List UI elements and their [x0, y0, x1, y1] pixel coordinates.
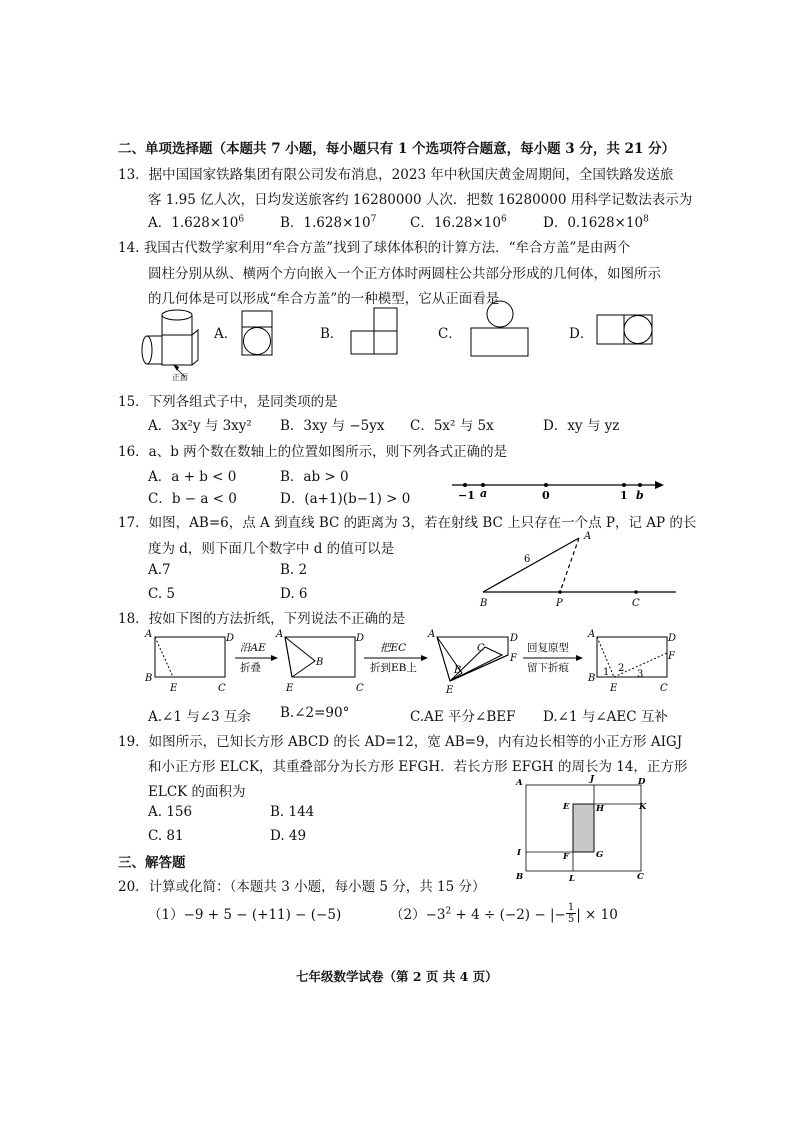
svg-text:A: A: [145, 629, 153, 640]
q15-option-c: C．5x² 与 5x: [410, 418, 494, 434]
svg-text:G: G: [596, 850, 604, 860]
section-title: 二、单项选择题（本题共 7 小题，每小题只有 1 个选项符合题意，每小题 3 分，共 21 分）: [118, 141, 676, 157]
q14-option-a-figure: [241, 310, 273, 356]
svg-text:D: D: [668, 633, 677, 644]
point-B: B: [480, 598, 488, 609]
q14-label-d: D．: [569, 326, 594, 342]
question-14-line1: 14. 我国古代数学家利用“牟合方盖”找到了球体体积的计算方法．“牟合方盖”是由两个: [118, 240, 631, 256]
q15-option-b: B．3xy 与 −5yx: [280, 418, 385, 434]
question-13-line2: 客 1.95 亿人次，日均发送旅客约 16280000 人次．把数 16280000 用科学记数法表示为: [148, 192, 693, 208]
step3-top: 回复原型: [527, 642, 569, 654]
question-14-line2: 圆柱分别从纵、横两个方向嵌入一个正方体时两圆柱公共部分形成的几何体，如图所示: [148, 266, 661, 282]
q18-option-d: D.∠1 与∠AEC 互补: [543, 709, 668, 725]
svg-text:D: D: [356, 633, 365, 644]
step2-bottom: 折到EB上: [370, 662, 417, 674]
svg-text:E: E: [170, 683, 178, 694]
axis-label-neg1: −1: [458, 489, 475, 502]
svg-text:J: J: [590, 774, 595, 784]
q16-option-c: C．b − a < 0: [148, 491, 237, 507]
section-3-title: 三、解答题: [118, 855, 186, 871]
step2-top: 把EC: [380, 642, 407, 654]
svg-text:A: A: [276, 629, 284, 640]
q13-option-b: B．$1.628\times 10^7$: [280, 214, 377, 231]
svg-text:E: E: [286, 683, 294, 694]
q20-part2: $(2)-3^2 + 4 \div (-2)$ − |− $\frac{1}{5}$ | × 10: [390, 902, 618, 925]
q19-option-a: A. 156: [148, 804, 193, 820]
axis-label-a: a: [480, 487, 488, 500]
svg-text:E: E: [610, 683, 618, 694]
q20-part1: （1）−9 + 5 − (+11) − (−5): [148, 907, 342, 923]
question-16-stem: 16．a、b 两个数在数轴上的位置如图所示，则下列各式正确的是: [118, 444, 508, 460]
question-18-stem: 18．按如下图的方法折纸，下列说法不正确的是: [118, 611, 406, 627]
svg-text:2: 2: [618, 663, 625, 674]
q17-option-c: C. 5: [148, 586, 176, 602]
svg-text:C: C: [356, 683, 364, 694]
q19-option-c: C. 81: [148, 828, 184, 844]
svg-text:F: F: [510, 653, 517, 664]
q14-option-d-figure: [596, 314, 654, 346]
front-label: 正面: [172, 373, 188, 382]
svg-text:C: C: [637, 872, 644, 882]
svg-text:B: B: [454, 665, 462, 676]
question-19-line3: ELCK 的面积为: [148, 784, 246, 800]
question-19-line1: 19．如图所示，已知长方形 ABCD 的长 AD=12，宽 AB=9，内有边长相等的小正方形 AIGJ: [118, 734, 683, 750]
q19-figure: [512, 775, 652, 883]
q16-option-a: A．a + b < 0: [148, 469, 237, 485]
q18-option-a: A.∠1 与∠3 互余: [148, 709, 251, 725]
svg-text:E: E: [563, 802, 570, 812]
svg-text:L: L: [569, 874, 575, 884]
svg-text:B: B: [516, 872, 524, 882]
q17-option-a: A.7: [148, 562, 171, 578]
length-label: 6: [524, 554, 531, 565]
q17-figure: [478, 526, 678, 611]
question-13-line1: 13．据中国国家铁路集团有限公司发布消息，2023 年中秋国庆黄金周期间，全国铁路发送旅: [118, 167, 674, 183]
svg-text:A: A: [588, 629, 596, 640]
svg-text:C: C: [477, 643, 485, 654]
axis-label-0: 0: [542, 489, 550, 502]
q16-option-b: B．ab > 0: [280, 469, 349, 485]
q13-option-d: D．$0.1628\times 10^8$: [543, 214, 649, 231]
point-C: C: [632, 598, 640, 609]
svg-text:B: B: [588, 673, 596, 684]
q18-figure: [140, 625, 680, 700]
svg-text:B: B: [145, 673, 153, 684]
svg-text:B: B: [316, 657, 324, 668]
point-A: A: [584, 531, 592, 542]
axis-label-b: b: [636, 489, 644, 502]
svg-text:3: 3: [637, 669, 644, 680]
q18-option-b: B.∠2=90°: [280, 705, 350, 721]
axis-label-1: 1: [620, 489, 628, 502]
svg-text:D: D: [226, 633, 235, 644]
q14-label-c: C．: [438, 326, 462, 342]
q15-option-d: D．xy 与 yz: [543, 418, 620, 434]
question-17-line2: 度为 d，则下面几个数字中 d 的值可以是: [148, 541, 395, 557]
question-17-line1: 17．如图，AB=6，点 A 到直线 BC 的距离为 3，若在射线 BC 上只存在一个点 P，记 AP 的长: [118, 515, 697, 531]
svg-text:F: F: [668, 651, 675, 662]
svg-text:1: 1: [603, 667, 610, 678]
question-20-stem: 20．计算或化简：（本题共 3 小题，每小题 5 分，共 15 分）: [118, 879, 486, 895]
q19-option-b: B. 144: [270, 804, 315, 820]
q17-option-d: D. 6: [280, 586, 308, 602]
q14-solid-figure: [135, 305, 205, 385]
page-footer: 七年级数学试卷（第 2 页 共 4 页）: [296, 969, 498, 984]
q16-option-d: D．(a+1)(b−1) > 0: [280, 491, 411, 507]
q18-option-c: C.AE 平分∠BEF: [410, 709, 516, 725]
question-15-stem: 15．下列各组式子中，是同类项的是: [118, 394, 338, 410]
q16-number-line: [450, 475, 666, 501]
svg-text:C: C: [660, 683, 668, 694]
q17-option-b: B. 2: [280, 562, 308, 578]
svg-text:D: D: [510, 633, 519, 644]
svg-text:A: A: [516, 778, 523, 788]
svg-text:D: D: [638, 777, 646, 787]
q13-option-c: C．$16.28\times 10^6$: [410, 214, 507, 231]
q14-option-b-figure: [350, 307, 398, 355]
svg-text:I: I: [517, 848, 521, 858]
step1-top: 沿AE: [240, 642, 266, 654]
svg-text:A: A: [428, 629, 436, 640]
svg-text:E: E: [446, 685, 454, 696]
q19-option-d: D. 49: [270, 828, 307, 844]
q14-label-a: A．: [214, 326, 238, 342]
svg-text:F: F: [563, 852, 570, 862]
q14-label-b: B．: [320, 326, 344, 342]
point-P: P: [556, 598, 563, 609]
step1-bottom: 折叠: [240, 662, 261, 674]
question-14-line3: 的几何体是可以形成“牟合方盖”的一种模型，它从正面看是: [148, 291, 500, 307]
step3-bottom: 留下折痕: [527, 662, 569, 674]
question-19-line2: 和小正方形 ELCK，其重叠部分为长方形 EFGH．若长方形 EFGH 的周长为 14，正方形: [148, 759, 688, 775]
svg-text:H: H: [596, 804, 605, 814]
svg-text:K: K: [639, 802, 647, 812]
q13-option-a: A．$1.628\times 10^6$: [148, 214, 245, 231]
svg-text:C: C: [218, 683, 226, 694]
q14-option-c-figure: [470, 300, 530, 358]
q15-option-a: A．3x²y 与 3xy²: [148, 418, 252, 434]
